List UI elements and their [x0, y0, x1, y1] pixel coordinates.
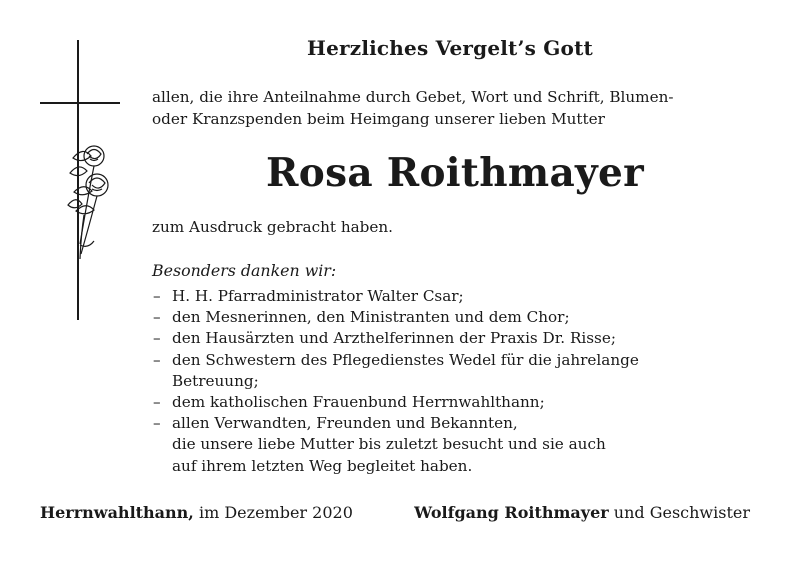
thanks-list [150, 286, 760, 477]
outro-text: zum Ausdruck gebracht haben. [152, 218, 393, 236]
date: im Dezember 2020 [193, 503, 353, 522]
thanks-item [150, 413, 760, 477]
deceased-name: Rosa Roithmayer [266, 150, 644, 196]
thanks-item [150, 286, 760, 307]
intro-line: allen, die ihre Anteilnahme durch Gebet, Wort und Schrift, Blumen- [152, 88, 674, 106]
thanks-item-line: – den Schwestern des Pflegedienstes Wedel für die jahrelange [172, 350, 639, 369]
thanks-item-line: – dem katholischen Frauenbund Herrnwahlthann; [172, 393, 545, 412]
thanks-item-line: – allen Verwandten, Freunden und Bekannten, [172, 414, 518, 433]
thanks-item-line: die unsere liebe Mutter bis zuletzt besucht und sie auch [172, 435, 606, 454]
place-date [40, 503, 353, 522]
cross-with-roses-icon [40, 40, 120, 320]
thanks-item-line: – den Mesnerinnen, den Ministranten und dem Chor; [172, 308, 570, 327]
signature [414, 503, 750, 522]
thanks-item-line: – den Hausärzten und Arzthelferinnen der Praxis Dr. Risse; [172, 329, 616, 348]
intro-text [152, 86, 762, 130]
thanks-item-line: auf ihrem letzten Weg begleitet haben. [172, 456, 473, 475]
thanks-item-line: Betreuung; [172, 371, 259, 390]
notice-heading: Herzliches Vergelt’s Gott [307, 36, 593, 60]
signer-name: Wolfgang Roithmayer [414, 503, 609, 522]
thanks-item [150, 328, 760, 349]
thanks-item [150, 307, 760, 328]
thanks-title: Besonders danken wir: [152, 261, 337, 280]
signer-suffix: und Geschwister [608, 503, 750, 522]
thanks-item-line: – H. H. Pfarradministrator Walter Csar; [172, 287, 464, 305]
intro-line: oder Kranzspenden beim Heimgang unserer lieben Mutter [152, 110, 605, 128]
place: Herrnwahlthann, [40, 503, 194, 522]
thanks-item [150, 392, 760, 413]
thanks-item [150, 350, 760, 392]
